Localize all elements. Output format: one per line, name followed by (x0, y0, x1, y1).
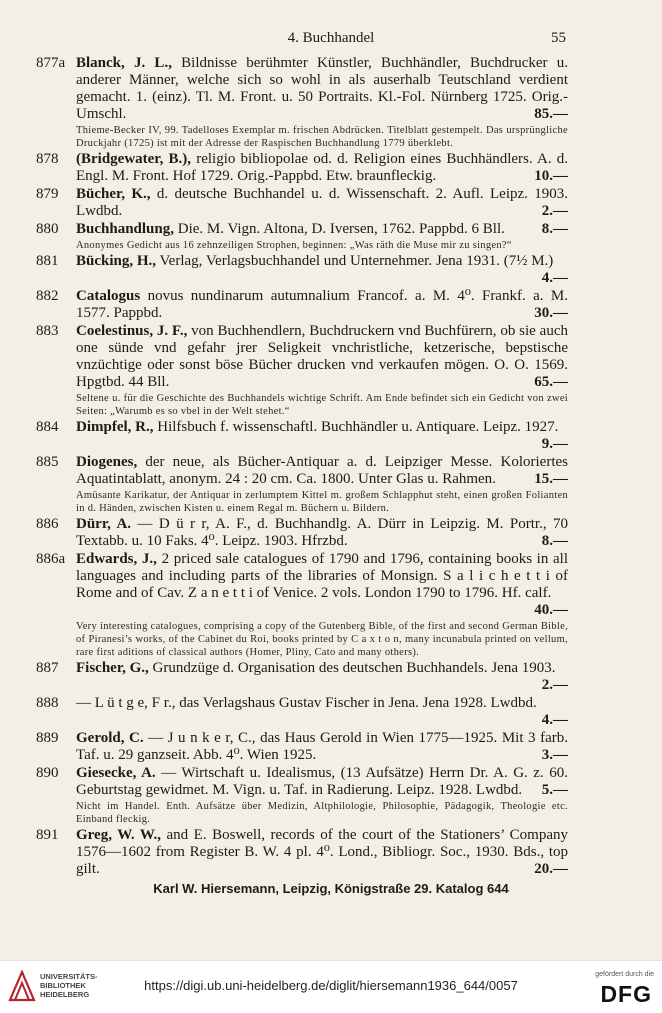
entry-number: 883 (36, 323, 59, 339)
entry-author: Catalogus (76, 288, 141, 304)
library-line-2: BIBLIOTHEK (40, 981, 86, 990)
entry-price: 65.— (534, 374, 568, 390)
entry-text (76, 221, 568, 238)
entry-author: Blanck, J. L., (76, 55, 172, 71)
entry-list (36, 55, 568, 879)
entry-note: Amüsante Karikatur, der Antiquar in zerlumptem Kittel m. großem Schlapphut steht, einen großen Folianten in d. Händen, zwischen Kisten u. einem Regal m. Büchern u. Bildern. (76, 490, 568, 514)
entry-description: Hilfsbuch f. wissenschaftl. Buchhändler u. Antiquare. Leipz. 1927. (153, 419, 559, 435)
entry-number: 888 (36, 695, 59, 711)
entry-price: 9.— (541, 436, 568, 452)
catalog-entry (36, 516, 568, 550)
entry-description: — D ü r r, A. F., d. Buchhandlg. A. Dürr in Leipzig. M. Portr., 70 Textabb. u. 10 Faks. 4⁰. Leipz. 1903. Hfrzbd. (76, 516, 568, 549)
entry-number: 886a (36, 551, 66, 567)
entry-author: Dimpfel, R., (76, 419, 154, 435)
entry-price: 2.— (541, 677, 568, 693)
entry-author: Diogenes, (76, 454, 138, 470)
entry-text (76, 765, 568, 799)
entry-author: Gerold, C. (76, 730, 144, 746)
entry-author: Greg, W. W., (76, 827, 161, 843)
entry-author: Bücking, H., (76, 253, 157, 269)
entry-text (76, 660, 568, 694)
entry-note: Very interesting catalogues, comprising a copy of the Gutenberg Bible, of the first and second German Bible, of Piranesi’s works, of the Cabinet du Roi, books printed by C a x t o n, many incunabula printed on vellum, rare first aditions of classical authors (Homer, Pliny, Cato and many others). (76, 621, 568, 658)
viewer-bar (0, 960, 662, 1013)
entry-number: 886 (36, 516, 59, 532)
catalog-entry (36, 765, 568, 826)
entry-number: 887 (36, 660, 59, 676)
entry-price: 8.— (541, 533, 568, 549)
entry-number: 885 (36, 454, 59, 470)
catalog-entry (36, 186, 568, 220)
entry-author: Giesecke, A. (76, 765, 156, 781)
permalink-url[interactable]: https://digi.ub.uni-heidelberg.de/diglit/hiersemann1936_644/0057 (144, 978, 518, 993)
entry-number: 877a (36, 55, 66, 71)
entry-text (76, 454, 568, 488)
entry-price: 40.— (534, 602, 568, 618)
chapter-title: 4. Buchhandel (287, 30, 375, 46)
entry-price: 85.— (534, 106, 568, 122)
entry-description: von Buchhendlern, Buchdruckern vnd Buchfürern, ob sie auch one sünde vnd gefahr jrer Seligkeit vnchristliche, ketzerische, bepstische vnzüchtige oder sonst böse Bücher drucken vnd verkaufen mögen. O. O. 1569. Hpgtbd. 44 Bll. (76, 323, 568, 390)
entry-number: 880 (36, 221, 59, 237)
entry-price: 15.— (534, 471, 568, 487)
entry-number: 878 (36, 151, 59, 167)
entry-description: — Wirtschaft u. Idealismus, (13 Aufsätze) Herrn Dr. A. G. z. 60. Geburtstag gewidmet. M. Vign. u. Taf. in Radierung. Leipz. 1928. Lwdbd. (76, 765, 568, 798)
entry-number: 882 (36, 288, 59, 304)
entry-number: 891 (36, 827, 59, 843)
catalog-entry (36, 323, 568, 418)
funded-by-label: gefördert durch die (595, 971, 654, 978)
entry-price: 4.— (541, 270, 568, 286)
entry-price: 3.— (541, 747, 568, 763)
entry-description: d. deutsche Buchhandel u. d. Wissenschaft. 2. Aufl. Leipz. 1903. Lwdbd. (76, 186, 568, 219)
entry-text (76, 151, 568, 185)
running-header (0, 30, 662, 50)
entry-description: — J u n k e r, C., das Haus Gerold in Wien 1775—1925. Mit 3 farb. Taf. u. 29 ganzseit. Abb. 4⁰. Wien 1925. (76, 730, 568, 763)
entry-price: 4.— (541, 712, 568, 728)
entry-author: Coelestinus, J. F., (76, 323, 188, 339)
entry-author: Bücher, K., (76, 186, 151, 202)
entry-author: Edwards, J., (76, 551, 157, 567)
catalog-entry (36, 454, 568, 515)
entry-price: 8.— (541, 221, 568, 237)
entry-text (76, 516, 568, 550)
page-number: 55 (551, 30, 566, 46)
entry-number: 884 (36, 419, 59, 435)
catalog-entry (36, 288, 568, 322)
entry-text (76, 288, 568, 322)
library-line-1: UNIVERSITÄTS- (40, 972, 98, 981)
entry-description: Grundzüge d. Organisation des deutschen Buchhandels. Jena 1903. (148, 660, 556, 676)
entry-description: Verlag, Verlagsbuchhandel und Unternehmer. Jena 1931. (7½ M.) (156, 253, 554, 269)
entry-number: 879 (36, 186, 59, 202)
entry-text (76, 695, 568, 729)
entry-note: Seltene u. für die Geschichte des Buchhandels wichtige Schrift. Am Ende befindet sich ein Gedicht von zwei Seiten: „Warumb es so vbel in der Welt stehet.“ (76, 393, 568, 417)
catalog-entry (36, 253, 568, 287)
library-line-3: HEIDELBERG (40, 990, 90, 999)
catalog-entry (36, 55, 568, 150)
entry-description: der neue, als Bücher-Antiquar a. d. Leipziger Messe. Koloriertes Aquatintablatt, anonym. 24 : 20 cm. Ca. 1800. Unter Glas u. Rahmen. (76, 454, 568, 487)
entry-text (76, 186, 568, 220)
entry-author: Dürr, A. (76, 516, 132, 532)
entry-number: 890 (36, 765, 59, 781)
entry-description: 2 priced sale catalogues of 1790 and 1796, containing books in all languages and including parts of the libraries of Monsign. S a l i c h e t t i of Rome and of Cav. Z a n e t t i of Venice. 2 vols. London 1790 to 1796. Hf. calf. (76, 551, 568, 601)
entry-note: Thieme-Becker IV, 99. Tadelloses Exemplar m. frischen Abdrücken. Titelblatt gestempelt. Das ursprüngliche Druckjahr (1725) ist mit der Adresse der Raspischen Buchhandlung 1779 überklebt. (76, 125, 568, 149)
entry-note: Anonymes Gedicht aus 16 zehnzeiligen Strophen, beginnen: „Was räth die Muse mir zu singen?“ (76, 240, 512, 251)
entry-price: 5.— (541, 782, 568, 798)
entry-text (76, 253, 568, 287)
entry-price: 2.— (541, 203, 568, 219)
entry-price: 20.— (534, 861, 568, 877)
entry-number: 889 (36, 730, 59, 746)
entry-author: (Bridgewater, B.), (76, 151, 192, 167)
entry-description: Bildnisse berühmter Künstler, Buchhändler, Buchdrucker u. anderer Männer, welche sich so wohl in als auserhalb Teutschland verdient gemacht. 1. (einz). Tl. M. Front. u. 50 Portraits. Kl.-Fol. Nürnberg 1725. Orig.-Umschl. (76, 55, 568, 122)
entry-text (76, 730, 568, 764)
catalog-entry (36, 221, 568, 252)
catalog-entry (36, 551, 568, 659)
entry-description: — L ü t g e, F r., das Verlagshaus Gustav Fischer in Jena. Jena 1928. Lwdbd. (76, 695, 537, 711)
entry-text (76, 55, 568, 123)
catalog-entry (36, 827, 568, 878)
entry-text (76, 323, 568, 391)
dfg-logo: DFG (600, 981, 652, 1007)
entry-text (76, 551, 568, 619)
catalog-entry (36, 730, 568, 764)
entry-number: 881 (36, 253, 59, 269)
entry-note: Nicht im Handel. Enth. Aufsätze über Medizin, Altphilologie, Philosophie, Pädagogik, Theologie etc. Einband fleckig. (76, 801, 568, 825)
entry-price: 30.— (534, 305, 568, 321)
entry-text (76, 827, 568, 878)
publisher-line: Karl W. Hiersemann, Leipzig, Königstraße 29. Katalog 644 (153, 881, 509, 896)
entry-author: Buchhandlung, (76, 221, 174, 237)
catalog-entry (36, 695, 568, 729)
catalog-entry (36, 151, 568, 185)
entry-description: novus nundinarum autumnalium Francof. a. M. 4⁰. Frankf. a. M. 1577. Pappbd. (76, 288, 568, 321)
entry-price: 10.— (534, 168, 568, 184)
catalog-entry (36, 419, 568, 453)
catalog-entry (36, 660, 568, 694)
entry-description: and E. Boswell, records of the court of the Stationers’ Company 1576—1602 from Register B. W. 4 pl. 4⁰. Lond., Bibliogr. Soc., 1930. Bds., top gilt. (76, 827, 569, 877)
entry-text (76, 419, 568, 453)
entry-description: religio bibliopolae od. d. Religion eines Buchhändlers. A. d. Engl. M. Front. Hof 1729. Orig.-Pappbd. Etw. braunfleckig. (76, 151, 569, 184)
entry-description: Die. M. Vign. Altona, D. Iversen, 1762. Pappbd. 6 Bll. (173, 221, 505, 237)
entry-author: Fischer, G., (76, 660, 149, 676)
